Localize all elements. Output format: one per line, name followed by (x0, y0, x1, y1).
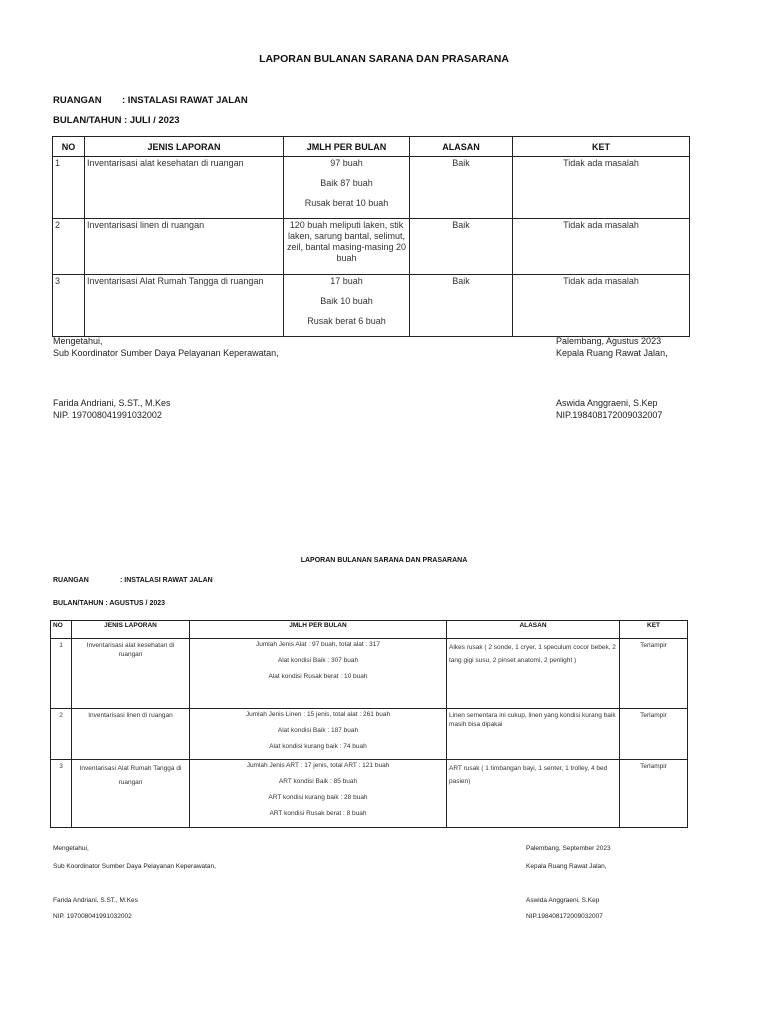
jmlh-line: Jumlah Jenis Alat : 97 buah, total alat : 317 (256, 641, 380, 648)
report2-period: BULAN/TAHUN : AGUSTUS / 2023 (53, 600, 166, 607)
header-jenis: JENIS LAPORAN (85, 137, 284, 157)
header-no: NO (53, 137, 85, 157)
table-row (53, 219, 690, 275)
report2-right-signature (526, 844, 611, 921)
cell-jmlh (190, 639, 447, 709)
jmlh-line: ART kondisi Rusak berat : 8 buah (269, 810, 367, 817)
sig-title: Sub Koordinator Sumber Daya Pelayanan Keperawatan, (53, 348, 279, 358)
jmlh-line: 97 buah (330, 158, 363, 168)
header-jmlh: JMLH PER BULAN (284, 137, 410, 157)
sig-nip: NIP.198408172009032007 (556, 410, 663, 420)
jmlh-line: Alat kondisi Baik : 307 buah (277, 657, 359, 664)
header-ket: KET (513, 137, 690, 157)
sig-name: Aswida Anggraeni, S.Kep (556, 398, 658, 408)
sig-title: Sub Koordinator Sumber Daya Pelayanan Keperawatan, (53, 863, 216, 870)
cell-ket: Tidak ada masalah (513, 275, 690, 337)
cell-alasan: Linen sementara ini cukup, linen yang kondisi kurang baik masih bisa dipakai (447, 709, 620, 760)
sig-name: Farida Andriani, S.ST., M.Kes (53, 398, 171, 408)
jmlh-line: Jumlah Jenis ART : 17 jenis, total ART : 121 buah (246, 762, 390, 769)
report1-period: BULAN/TAHUN : JULI / 2023 (53, 115, 180, 126)
table-row (53, 275, 690, 337)
cell-no: 2 (53, 219, 85, 275)
report2-table (50, 620, 688, 828)
jmlh-line: Jumlah Jenis Linen : 15 jenis, total alat : 261 buah (245, 711, 391, 718)
cell-alasan: Baik (410, 157, 513, 219)
table-row (51, 760, 688, 828)
jmlh-line: Rusak berat 10 buah (304, 198, 389, 208)
sig-name: Farida Andriani, S.ST., M.Kes (53, 897, 138, 904)
cell-ket: Terlampir (620, 639, 688, 709)
cell-jenis: Inventarisasi linen di ruangan (72, 709, 190, 760)
header-alasan: ALASAN (410, 137, 513, 157)
cell-no: 1 (51, 639, 72, 709)
cell-no: 3 (51, 760, 72, 828)
cell-no: 2 (51, 709, 72, 760)
jmlh-line: Alat kondisi kurang baik : 74 buah (269, 743, 367, 750)
jmlh-line: Alat kondisi Rusak berat : 10 buah (268, 673, 368, 680)
cell-alasan: Alkes rusak ( 2 sonde, 1 cryer, 1 speculum cocor bebek, 2 tang gigi susu, 2 pinset anatomi, 2 penlight ) (447, 639, 620, 709)
report1-left-signature (53, 335, 279, 421)
jmlh-line: Alat kondisi Baik : 187 buah (277, 727, 359, 734)
report1-ruangan-value: : INSTALASI RAWAT JALAN (122, 95, 248, 106)
header-alasan: ALASAN (447, 621, 620, 639)
cell-jenis: Inventarisasi alat kesehatan di ruangan (85, 157, 284, 219)
report1-right-signature (556, 335, 668, 421)
jmlh-line: 17 buah (330, 276, 363, 286)
jmlh-line: 120 buah meliputi laken, stik laken, sarung bantal, selimut, zeil, bantal masing-masing 20 buah (286, 220, 407, 263)
table-row (53, 157, 690, 219)
cell-jenis: Inventarisasi alat kesehatan di ruangan (72, 639, 190, 709)
jmlh-line: ART kondisi Baik : 85 buah (278, 778, 358, 785)
report2-ruangan-label: RUANGAN (53, 577, 89, 584)
table-row (51, 639, 688, 709)
cell-alasan: Baik (410, 275, 513, 337)
cell-no: 3 (53, 275, 85, 337)
header-no: NO (51, 621, 72, 639)
report2-title: LAPORAN BULANAN SARANA DAN PRASARANA (300, 557, 468, 564)
jmlh-line: Baik 10 buah (320, 296, 373, 306)
sig-name: Aswida Anggraeni, S.Kep (526, 897, 600, 904)
table-header-row (53, 137, 690, 157)
cell-ket: Terlampir (620, 760, 688, 828)
header-jenis: JENIS LAPORAN (72, 621, 190, 639)
sig-nip: NIP. 197008041991032002 (53, 913, 132, 920)
sig-line: Mengetahui, (53, 336, 103, 346)
cell-jmlh (190, 760, 447, 828)
sig-nip: NIP. 197008041991032002 (53, 410, 162, 420)
report1-title: LAPORAN BULANAN SARANA DAN PRASARANA (259, 53, 509, 65)
jmlh-line: ART kondisi kurang baik : 28 buah (268, 794, 368, 801)
header-ket: KET (620, 621, 688, 639)
cell-no: 1 (53, 157, 85, 219)
report2-ruangan-value: : INSTALASI RAWAT JALAN (120, 577, 213, 584)
report1-table (52, 136, 690, 337)
sig-line: Mengetahui, (53, 845, 89, 852)
cell-alasan: ART rusak ( 1 timbangan bayi, 1 senter, 1 trolley, 4 bed pasien) (447, 760, 620, 828)
cell-jenis: Inventarisasi linen di ruangan (85, 219, 284, 275)
table-header-row (51, 621, 688, 639)
jmlh-line: Rusak berat 6 buah (307, 316, 386, 326)
jmlh-line: Baik 87 buah (320, 178, 373, 188)
cell-jmlh (284, 219, 410, 275)
report1-ruangan-label: RUANGAN (53, 95, 102, 106)
table-row (51, 709, 688, 760)
sig-title: Kepala Ruang Rawat Jalan, (526, 863, 607, 870)
sig-line: Palembang, September 2023 (526, 845, 611, 852)
cell-jmlh (284, 275, 410, 337)
cell-jenis: Inventarisasi Alat Rumah Tangga di ruangan (72, 760, 190, 828)
header-jmlh: JMLH PER BULAN (190, 621, 447, 639)
cell-ket: Tidak ada masalah (513, 157, 690, 219)
sig-nip: NIP.198408172009032007 (526, 913, 603, 920)
cell-jenis: Inventarisasi Alat Rumah Tangga di ruangan (85, 275, 284, 337)
cell-ket: Tidak ada masalah (513, 219, 690, 275)
cell-jmlh (190, 709, 447, 760)
sig-title: Kepala Ruang Rawat Jalan, (556, 348, 668, 358)
cell-alasan: Baik (410, 219, 513, 275)
report2-left-signature (53, 844, 216, 921)
sig-line: Palembang, Agustus 2023 (556, 336, 662, 346)
cell-jmlh (284, 157, 410, 219)
cell-ket: Terlampir (620, 709, 688, 760)
